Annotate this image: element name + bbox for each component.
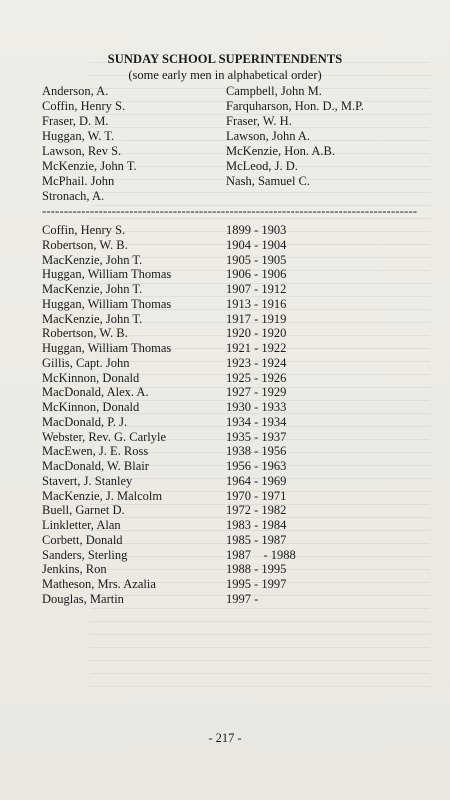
term-name: Webster, Rev. G. Carlyle — [42, 429, 167, 444]
term-row — [42, 223, 402, 238]
early-name-row — [42, 189, 422, 204]
term-row — [42, 253, 402, 268]
early-name-right — [226, 189, 422, 204]
term-years: 1995 - 1997 — [226, 577, 287, 591]
early-name-left: McPhail. John — [42, 174, 115, 188]
term-row — [42, 474, 402, 489]
term-row — [42, 356, 402, 371]
term-row — [42, 503, 402, 518]
early-name-right: Lawson, John A. — [226, 129, 311, 143]
term-name: Gillis, Capt. John — [42, 355, 130, 370]
term-row — [42, 371, 402, 386]
early-name-left: Lawson, Rev S. — [42, 144, 122, 158]
term-years: 1921 - 1922 — [226, 341, 287, 355]
term-row — [42, 267, 402, 282]
term-name: MacKenzie, John T. — [42, 311, 143, 326]
term-years: 1907 - 1912 — [226, 282, 287, 296]
term-name: Jenkins, Ron — [42, 562, 107, 577]
term-years: 1899 - 1903 — [226, 223, 287, 237]
early-name-left: Stronach, A. — [42, 189, 105, 203]
term-name: Matheson, Mrs. Azalia — [42, 577, 156, 591]
term-name: Linkletter, Alan — [42, 518, 121, 532]
term-years: 1925 - 1926 — [226, 370, 287, 385]
term-row — [42, 238, 402, 253]
term-years: 1985 - 1987 — [226, 532, 287, 547]
early-names-list — [42, 84, 422, 204]
early-name-right: Fraser, W. H. — [226, 114, 292, 128]
term-row — [42, 297, 402, 312]
term-name: Douglas, Martin — [42, 591, 124, 606]
early-name-left: Fraser, D. M. — [42, 114, 109, 128]
early-name-row — [42, 114, 422, 129]
term-years: 1983 - 1984 — [226, 518, 287, 532]
term-name: Robertson, W. B. — [42, 237, 128, 252]
term-row — [42, 312, 402, 327]
term-years: 1904 - 1904 — [226, 237, 287, 252]
term-years: 1923 - 1924 — [226, 355, 287, 370]
term-name: Sanders, Sterling — [42, 547, 128, 562]
term-years: 1934 - 1934 — [226, 414, 287, 429]
term-row — [42, 548, 402, 563]
term-row — [42, 518, 402, 533]
early-name-row — [42, 99, 422, 114]
early-name-left: McKenzie, John T. — [42, 159, 137, 173]
term-row — [42, 577, 402, 592]
term-years: 1920 - 1920 — [226, 326, 287, 341]
term-years: 1935 - 1937 — [226, 429, 287, 444]
term-name: Stavert, J. Stanley — [42, 473, 133, 488]
term-row — [42, 385, 402, 400]
term-years: 1917 - 1919 — [226, 311, 287, 326]
term-name: MacDonald, Alex. A. — [42, 385, 149, 400]
early-name-right: Farquharson, Hon. D., M.P. — [226, 99, 364, 113]
term-years: 1964 - 1969 — [226, 473, 287, 488]
dashed-divider: -------------------------------------------------------------------------------------- — [42, 204, 418, 218]
early-name-row — [42, 174, 422, 189]
early-name-right: McLeod, J. D. — [226, 159, 298, 173]
term-row — [42, 282, 402, 297]
early-name-row — [42, 159, 422, 174]
term-row — [42, 459, 402, 474]
term-years: 1997 - — [226, 591, 259, 606]
term-name: Huggan, William Thomas — [42, 341, 172, 355]
page-subtitle: (some early men in alphabetical order) — [128, 68, 322, 82]
term-name: Huggan, William Thomas — [42, 267, 172, 282]
early-name-right: Campbell, John M. — [226, 84, 322, 98]
term-row — [42, 489, 402, 504]
term-years: 1930 - 1933 — [226, 400, 287, 414]
term-name: MacEwen, J. E. Ross — [42, 444, 149, 459]
term-name: MacDonald, W. Blair — [42, 459, 149, 473]
term-row — [42, 430, 402, 445]
term-years: 1927 - 1929 — [226, 385, 287, 400]
term-name: Buell, Garnet D. — [42, 503, 125, 518]
term-row — [42, 415, 402, 430]
page-number: - 217 - — [208, 731, 242, 745]
term-name: McKinnon, Donald — [42, 400, 140, 414]
early-name-left: Coffin, Henry S. — [42, 99, 126, 113]
term-name: MacDonald, P. J. — [42, 414, 128, 429]
term-name: Huggan, William Thomas — [42, 296, 172, 311]
term-row — [42, 341, 402, 356]
term-years: 1905 - 1905 — [226, 252, 287, 267]
term-name: McKinnon, Donald — [42, 370, 140, 385]
term-years: 1988 - 1995 — [226, 562, 287, 577]
term-years: 1913 - 1916 — [226, 296, 287, 311]
early-name-right: McKenzie, Hon. A.B. — [226, 144, 336, 158]
term-row — [42, 326, 402, 341]
early-name-left: Huggan, W. T. — [42, 129, 115, 143]
superintendent-terms-list — [42, 223, 402, 607]
term-years: 1972 - 1982 — [226, 503, 287, 518]
term-name: Corbett, Donald — [42, 532, 123, 547]
term-row — [42, 562, 402, 577]
term-name: MacKenzie, J. Malcolm — [42, 488, 163, 503]
term-row — [42, 533, 402, 548]
term-years: 1938 - 1956 — [226, 444, 287, 459]
term-name: Coffin, Henry S. — [42, 223, 126, 237]
term-row — [42, 444, 402, 459]
term-row — [42, 592, 402, 607]
term-row — [42, 400, 402, 415]
term-years: 1987 - 1988 — [226, 547, 296, 562]
page-title: SUNDAY SCHOOL SUPERINTENDENTS — [107, 52, 343, 66]
early-name-row — [42, 84, 422, 99]
term-name: Robertson, W. B. — [42, 326, 128, 341]
early-name-left: Anderson, A. — [42, 84, 109, 98]
early-name-right: Nash, Samuel C. — [226, 174, 311, 188]
term-years: 1956 - 1963 — [226, 459, 287, 473]
term-name: MacKenzie, John T. — [42, 252, 143, 267]
term-name: MacKenzie, John T. — [42, 282, 143, 296]
term-years: 1906 - 1906 — [226, 267, 287, 282]
early-name-row — [42, 144, 422, 159]
term-years: 1970 - 1971 — [226, 488, 287, 503]
early-name-row — [42, 129, 422, 144]
